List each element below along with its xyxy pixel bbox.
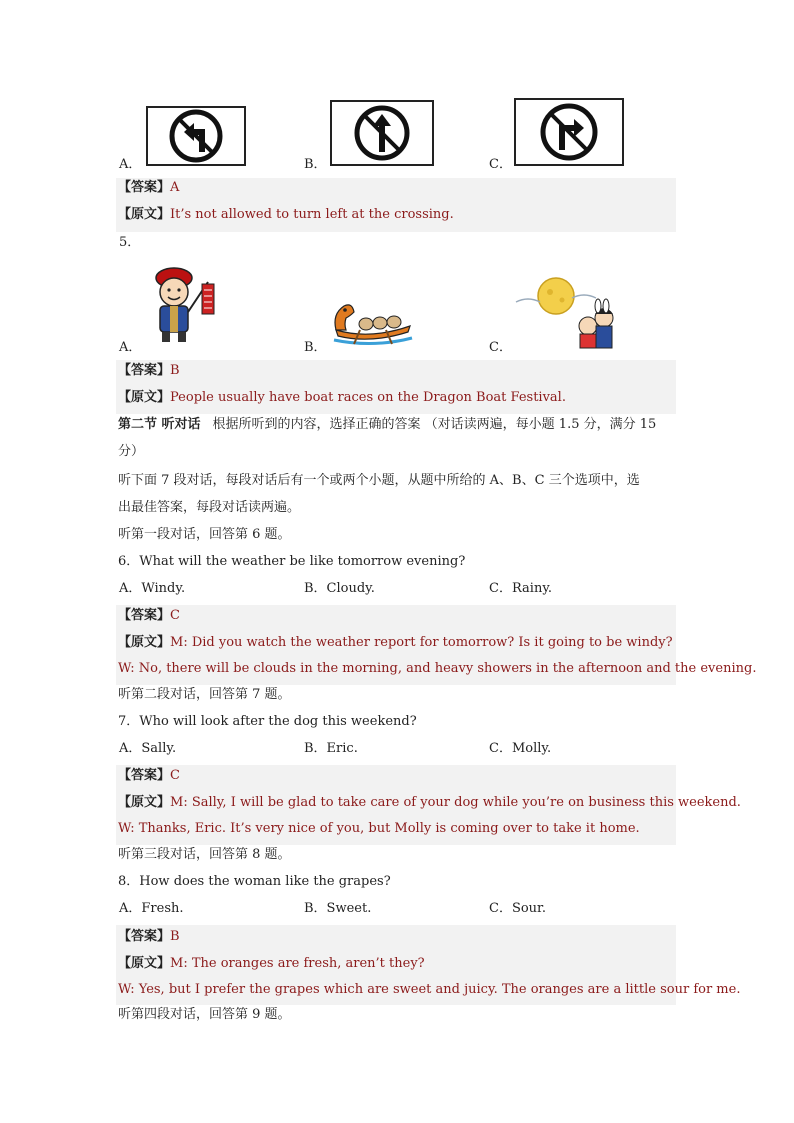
transcript-line-q8-w: W: Yes, but I prefer the grapes which are sweet and juicy. The oranges are a little sour for me. — [118, 982, 741, 997]
answer-value: B — [170, 363, 180, 378]
transcript-label: 【原文】 — [118, 956, 171, 971]
q7-option-c: C．Molly. — [489, 741, 552, 756]
option-c-label: C． — [489, 157, 512, 172]
section-heading-line — [118, 416, 656, 434]
transcript-line-q5 — [118, 389, 566, 407]
section-instruction: 根据所听到的内容，选择正确的答案 （对话读两遍，每小题 1.5 分，满分 15 — [212, 417, 657, 432]
transcript-text: M: Did you watch the weather report for tomorrow? Is it going to be windy? — [170, 635, 673, 650]
q6-option-a: A．Windy. — [119, 581, 186, 596]
answer-line-q4 — [118, 179, 179, 197]
question-5-number: 5． — [119, 235, 141, 250]
answer-line-q5 — [118, 362, 180, 380]
dialogue-2-lead: 听第二段对话，回答第 7 题。 — [118, 687, 291, 702]
section-instruction-cont: 分） — [118, 444, 145, 459]
transcript-line-q4 — [118, 206, 454, 224]
answer-value: B — [170, 929, 180, 944]
q7-option-a: A．Sally. — [119, 741, 177, 756]
transcript-label: 【原文】 — [118, 390, 171, 405]
question-6: 6．What will the weather be like tomorrow evening? — [118, 554, 466, 569]
no-left-turn-sign-icon — [146, 106, 246, 166]
answer-label: 【答案】 — [118, 929, 171, 944]
transcript-line-q7-m — [118, 794, 741, 812]
transcript-label: 【原文】 — [118, 207, 171, 222]
transcript-text: M: Sally, I will be glad to take care of your dog while you’re on business this weekend. — [170, 795, 741, 810]
answer-value: A — [170, 180, 180, 195]
directions-line-2: 出最佳答案，每段对话读两遍。 — [118, 500, 301, 515]
section-title: 第二节 听对话 — [118, 417, 201, 432]
no-straight-sign-icon — [330, 100, 434, 166]
option-b-label: B． — [304, 340, 327, 355]
q8-option-c: C．Sour. — [489, 901, 546, 916]
spring-festival-firecracker-icon — [146, 262, 226, 346]
transcript-line-q6-w: W: No, there will be clouds in the morning, and heavy showers in the afternoon and the evening. — [118, 661, 757, 676]
answer-line-q7 — [118, 767, 180, 785]
answer-line-q8 — [118, 928, 180, 946]
q7-option-b: B．Eric. — [304, 741, 358, 756]
option-a-label: A． — [119, 157, 142, 172]
transcript-label: 【原文】 — [118, 635, 171, 650]
transcript-line-q6-m — [118, 634, 673, 652]
no-right-turn-sign-icon — [514, 98, 624, 166]
dragon-boat-icon — [330, 290, 416, 348]
question-8: 8．How does the woman like the grapes? — [118, 874, 391, 889]
dialogue-3-lead: 听第三段对话，回答第 8 题。 — [118, 847, 291, 862]
question-7: 7．Who will look after the dog this weekend? — [118, 714, 417, 729]
answer-value: C — [170, 768, 180, 783]
q6-option-b: B．Cloudy. — [304, 581, 375, 596]
answer-label: 【答案】 — [118, 180, 171, 195]
answer-value: C — [170, 608, 180, 623]
directions-line-1: 听下面 7 段对话，每段对话后有一个或两个小题，从题中所给的 A、B、C 三个选项中，选 — [118, 473, 640, 488]
option-a-label: A． — [119, 340, 142, 355]
q6-option-c: C．Rainy. — [489, 581, 553, 596]
dialogue-1-lead: 听第一段对话，回答第 6 题。 — [118, 527, 291, 542]
answer-label: 【答案】 — [118, 768, 171, 783]
q8-option-a: A．Fresh. — [119, 901, 184, 916]
mid-autumn-moon-icon — [514, 270, 624, 350]
dialogue-4-lead: 听第四段对话，回答第 9 题。 — [118, 1007, 291, 1022]
answer-line-q6 — [118, 607, 180, 625]
transcript-text: M: The oranges are fresh, aren’t they? — [170, 956, 425, 971]
option-c-label: C． — [489, 340, 512, 355]
transcript-text: It’s not allowed to turn left at the crossing. — [170, 207, 454, 222]
answer-label: 【答案】 — [118, 363, 171, 378]
transcript-line-q8-m — [118, 955, 425, 973]
transcript-label: 【原文】 — [118, 795, 171, 810]
q8-option-b: B．Sweet. — [304, 901, 372, 916]
option-b-label: B． — [304, 157, 327, 172]
answer-label: 【答案】 — [118, 608, 171, 623]
transcript-text: People usually have boat races on the Dragon Boat Festival. — [170, 390, 566, 405]
transcript-line-q7-w: W: Thanks, Eric. It’s very nice of you, but Molly is coming over to take it home. — [118, 821, 640, 836]
